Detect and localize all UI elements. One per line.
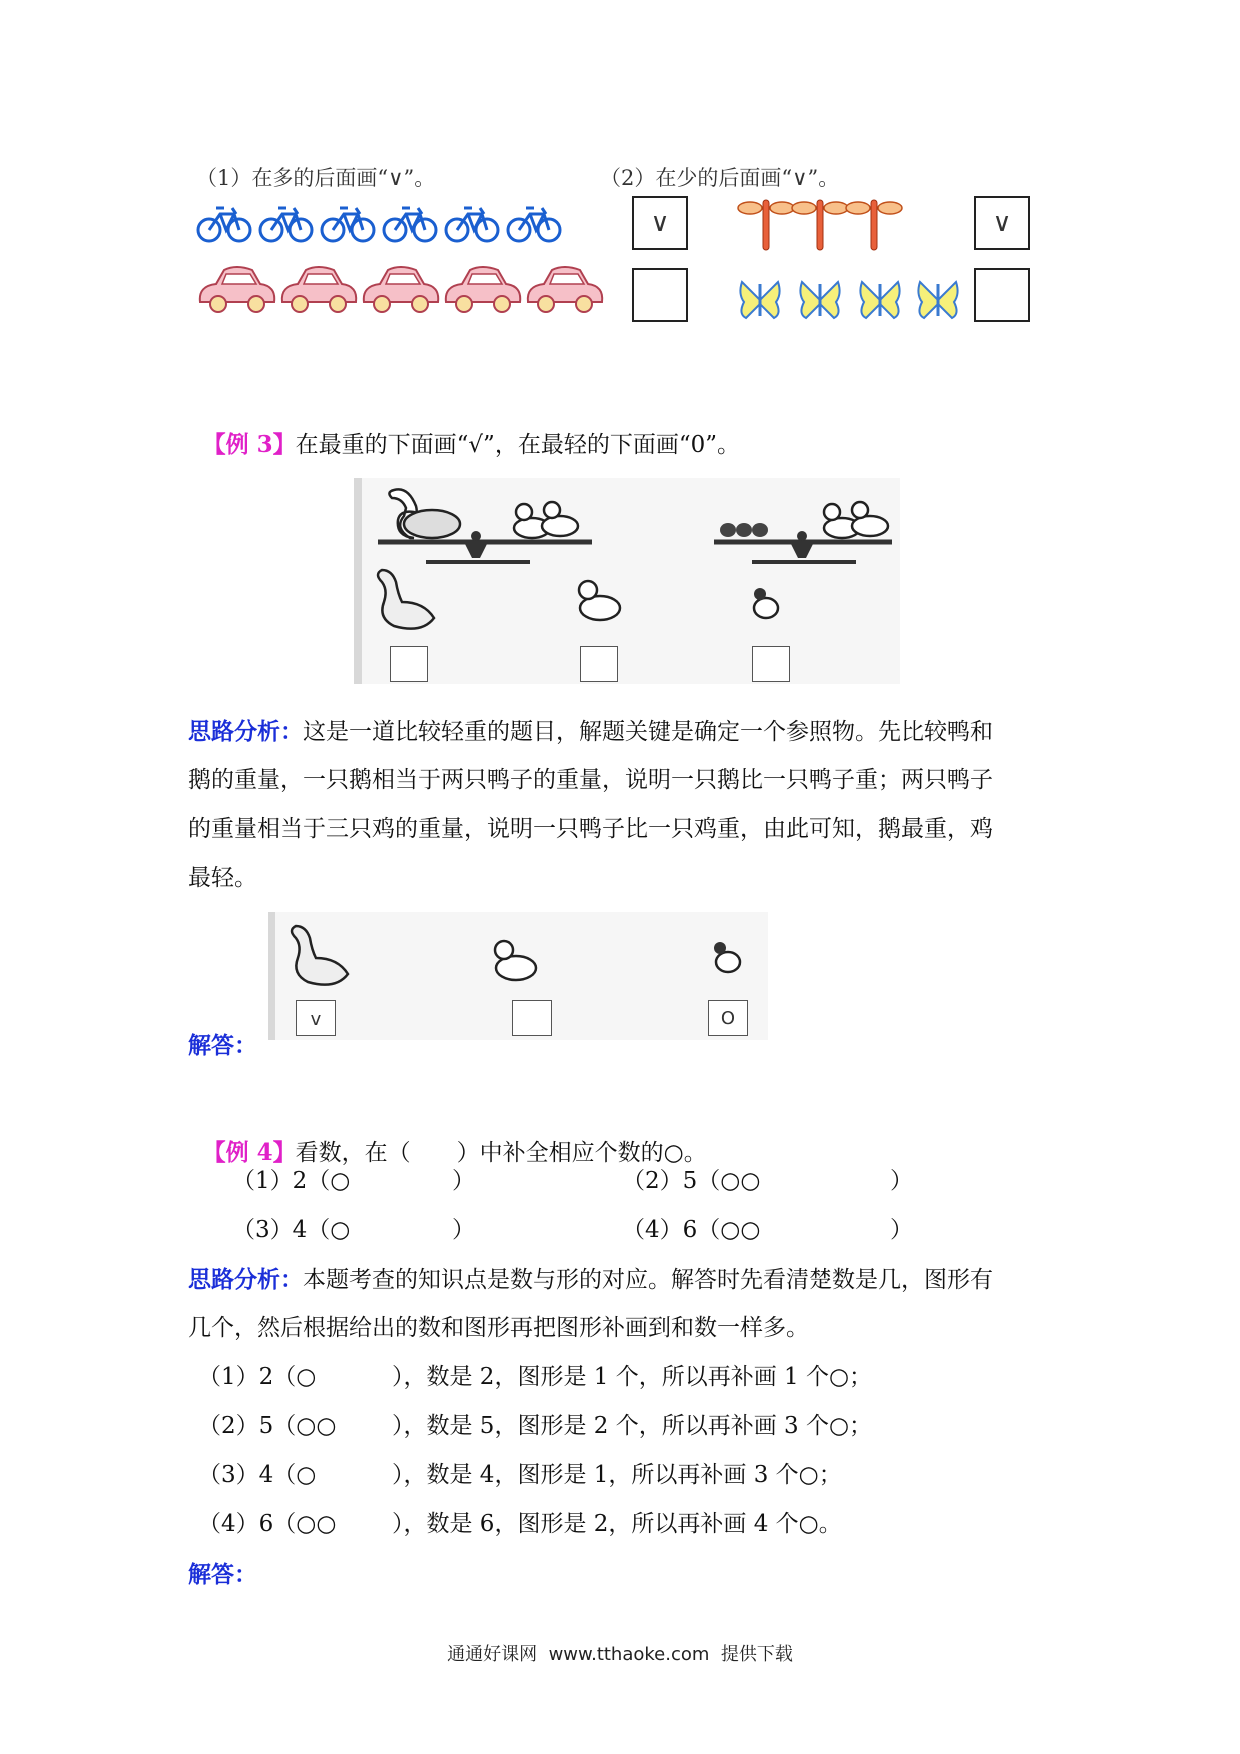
car-icon (200, 267, 274, 312)
example-4-item-3-left: （3）4（○ (232, 1217, 351, 1243)
answer-box-duck-empty (512, 1000, 552, 1036)
example-4-text: 看数，在（ ）中补全相应个数的○。 (295, 1140, 707, 1166)
duck-icon (514, 502, 578, 538)
bicycle-icon (198, 208, 250, 241)
question-2-prompt: （2）在少的后面画“∨”。 (600, 166, 840, 190)
bicycle-icon (322, 208, 374, 241)
goose-icon (389, 489, 460, 538)
car-row (196, 262, 616, 322)
answer-box-goose-filled: v (296, 1000, 336, 1036)
butterfly-icon (740, 282, 779, 318)
chicken-icon (714, 942, 740, 972)
answer-box-chicken-filled: O (708, 1000, 748, 1036)
butterfly-icon (800, 282, 839, 318)
bicycle-icon (384, 208, 436, 241)
example-4-item-2-left: （2）5（○○ (622, 1168, 761, 1194)
page-footer: 通通好课网 www.tthaoke.com 提供下载 (447, 1644, 793, 1665)
analysis-4-item-2-left: （2）5（○○ (198, 1413, 337, 1439)
answer-4-label: 解答： (188, 1561, 257, 1588)
q2-answer-box-dragonflies[interactable]: ∨ (974, 196, 1030, 250)
analysis-4-item-1-right: ），数是 2，图形是 1 个，所以再补画 1 个○； (392, 1364, 873, 1390)
dragonfly-icon (846, 200, 902, 250)
example-4-item-2-right: ） (890, 1168, 913, 1194)
bicycle-row (196, 200, 566, 250)
bicycle-icon (508, 208, 560, 241)
q2-answer-box-butterflies[interactable] (974, 268, 1030, 322)
butterfly-icon (918, 282, 957, 318)
butterfly-row (738, 278, 968, 322)
answer-box-goose[interactable] (390, 646, 428, 682)
bicycle-icon (260, 208, 312, 241)
analysis-4-item-2-right: ），数是 5，图形是 2 个，所以再补画 3 个○； (392, 1413, 873, 1439)
duck-icon (579, 581, 620, 620)
chicken-icon (754, 588, 778, 618)
analysis-4-label: 思路分析： (188, 1266, 303, 1293)
example-4-item-3-right: ） (452, 1217, 475, 1243)
goose-icon (292, 926, 348, 985)
analysis-4-line-2: 几个，然后根据给出的数和图形再把图形补画到和数一样多。 (188, 1315, 809, 1341)
answer-3-label: 解答： (188, 1032, 257, 1059)
analysis-3-line-1: 思路分析：这是一道比较轻重的题目，解题关键是确定一个参照物。先比较鸭和 (188, 718, 993, 745)
analysis-4-item-1-left: （1）2（○ (198, 1364, 317, 1390)
dragonfly-row (738, 198, 938, 254)
analysis-3-line-3: 的重量相当于三只鸡的重量，说明一只鸭子比一只鸡重，由此可知，鹅最重，鸡 (188, 816, 993, 842)
answer-picture (268, 912, 768, 1040)
analysis-4-item-4-left: （4）6（○○ (198, 1511, 337, 1537)
car-icon (528, 267, 602, 312)
example-4-item-1-left: （1）2（○ (232, 1168, 351, 1194)
dragonfly-icon (738, 200, 794, 250)
chicken-icon (720, 523, 768, 537)
question-1-prompt: （1）在多的后面画“∨”。 (196, 166, 436, 190)
analysis-4-line-1: 思路分析：本题考查的知识点是数与形的对应。解答时先看清楚数是几，图形有 (188, 1266, 993, 1293)
example-3-tag: 【例 3】 (202, 431, 296, 458)
analysis-4-item-3-right: ），数是 4，图形是 1，所以再补画 3 个○； (392, 1462, 842, 1488)
car-icon (282, 267, 356, 312)
butterfly-icon (860, 282, 899, 318)
answer-box-duck[interactable] (580, 646, 618, 682)
car-icon (364, 267, 438, 312)
example-4-item-1-right: ） (452, 1168, 475, 1194)
analysis-3-line-4: 最轻。 (188, 865, 257, 891)
q1-answer-box-cars[interactable] (632, 268, 688, 322)
dragonfly-icon (792, 200, 848, 250)
analysis-4-item-3-left: （3）4（○ (198, 1462, 317, 1488)
example-4-tag: 【例 4】 (202, 1139, 296, 1166)
answer-box-chicken[interactable] (752, 646, 790, 682)
weighing-picture (354, 478, 900, 684)
analysis-4-item-4-right: ），数是 6，图形是 2，所以再补画 4 个○。 (392, 1511, 842, 1537)
example-3-heading (188, 410, 740, 457)
car-icon (446, 267, 520, 312)
example-4-item-4-right: ） (890, 1217, 913, 1243)
bicycle-icon (446, 208, 498, 241)
example-3-text: 在最重的下面画“√”，在最轻的下面画“0”。 (295, 432, 740, 458)
analysis-3-label: 思路分析： (188, 718, 303, 745)
q1-answer-box-bicycles[interactable]: ∨ (632, 196, 688, 250)
duck-icon (495, 941, 536, 980)
duck-icon (824, 502, 888, 538)
analysis-3-line-2: 鹅的重量，一只鹅相当于两只鸭子的重量，说明一只鹅比一只鸭子重；两只鸭子 (188, 767, 993, 793)
example-4-heading (188, 1118, 707, 1165)
goose-icon (378, 570, 434, 629)
example-4-item-4-left: （4）6（○○ (622, 1217, 761, 1243)
